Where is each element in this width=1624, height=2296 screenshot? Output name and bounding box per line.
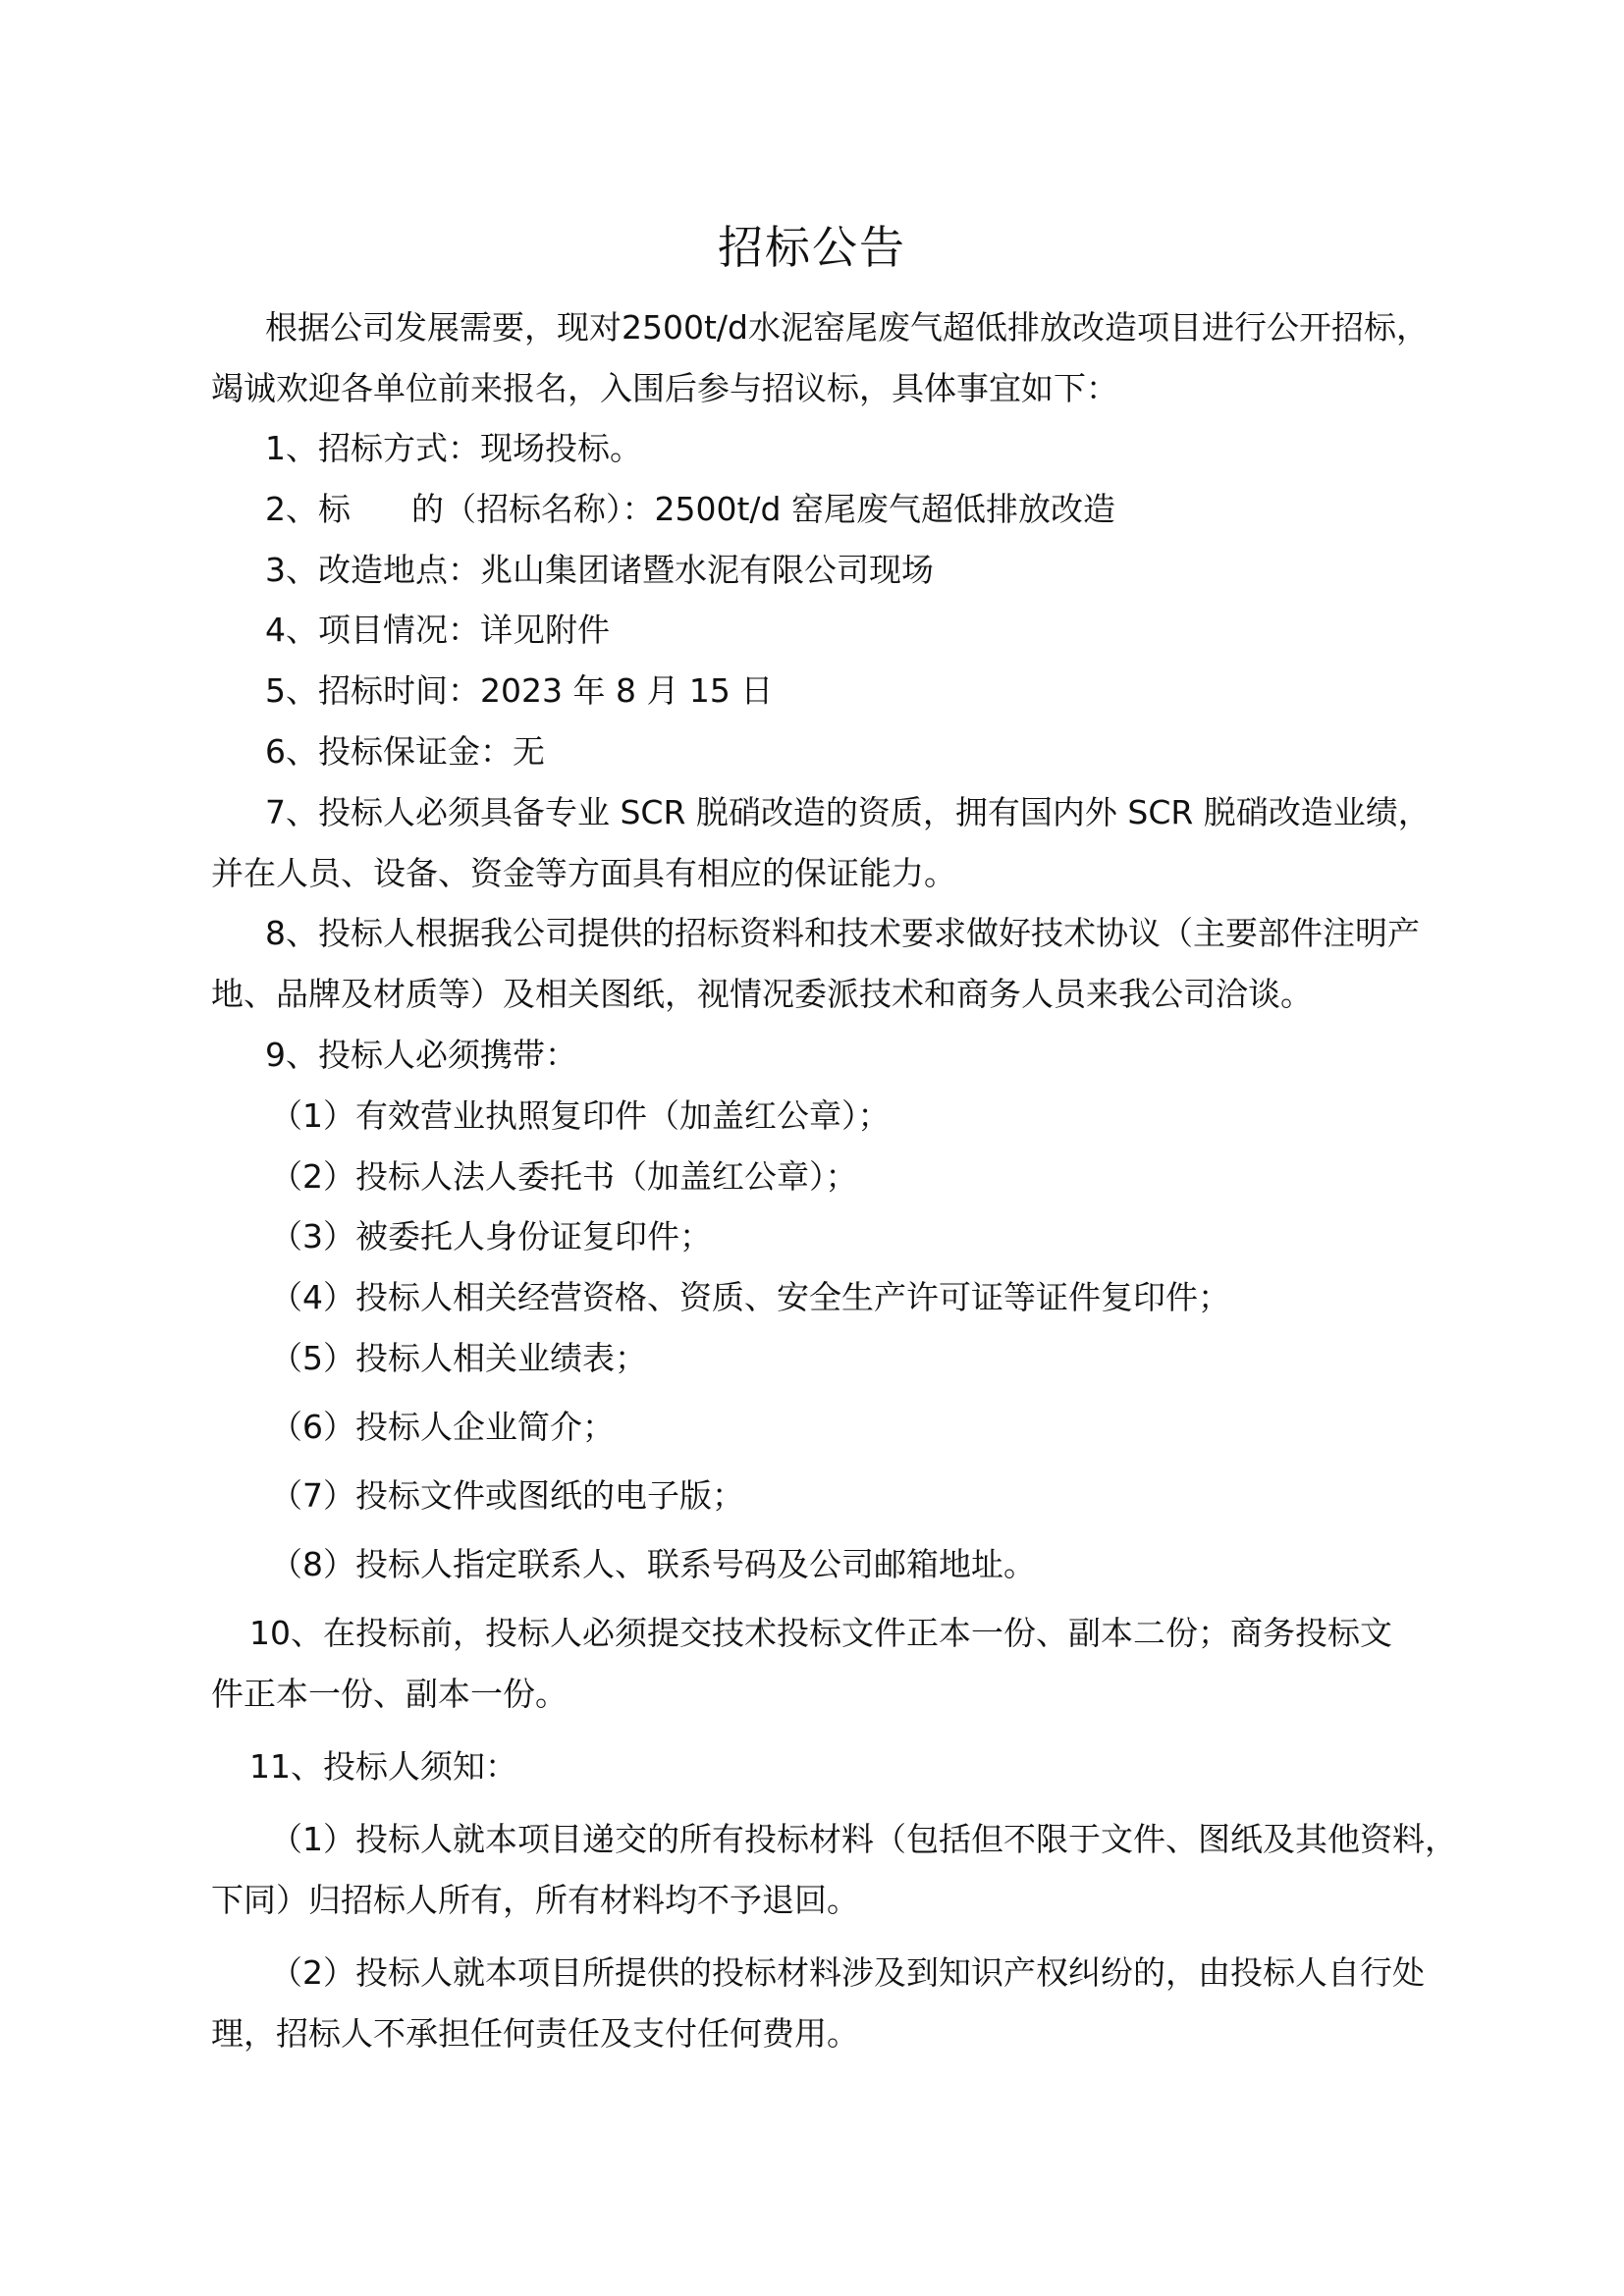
item-1: 1、招标方式：现场投标。 <box>265 429 642 467</box>
item-9-sub-1: （1）有效营业执照复印件（加盖红公章）； <box>270 1096 891 1135</box>
item-11-sub-2-line-1: （2）投标人就本项目所提供的投标材料涉及到知识产权纠纷的，由投标人自行处 <box>270 1953 1425 1992</box>
item-2 <box>265 488 1115 531</box>
intro-line-2: 竭诚欢迎各单位前来报名，入围后参与招议标，具体事宜如下： <box>211 369 1118 407</box>
item-7-line-2: 并在人员、设备、资金等方面具有相应的保证能力。 <box>211 854 956 892</box>
item-10-line-2: 件正本一份、副本一份。 <box>211 1675 568 1713</box>
item-8-line-2: 地、品牌及材质等）及相关图纸，视情况委派技术和商务人员来我公司洽谈。 <box>211 975 1313 1013</box>
item-9-sub-8: （8）投标人指定联系人、联系号码及公司邮箱地址。 <box>270 1545 1036 1583</box>
item-6: 6、投标保证金：无 <box>265 732 545 771</box>
item-9-sub-7: （7）投标文件或图纸的电子版； <box>270 1476 744 1515</box>
item-8-line-1: 8、投标人根据我公司提供的招标资料和技术要求做好技术协议（主要部件注明产 <box>265 914 1420 952</box>
item-3: 3、改造地点：兆山集团诸暨水泥有限公司现场 <box>265 551 934 589</box>
item-11: 11、投标人须知： <box>249 1747 517 1786</box>
item-11-sub-2-line-2: 理，招标人不承担任何责任及支付任何费用。 <box>211 2014 859 2053</box>
intro-line-1: 根据公司发展需要，现对2500t/d水泥窑尾废气超低排放改造项目进行公开招标， <box>265 308 1429 347</box>
item-2-number: 2、标 <box>265 490 351 528</box>
item-2-text: 的（招标名称）：2500t/d 窑尾废气超低排放改造 <box>411 490 1115 528</box>
item-11-sub-1-line-2: 下同）归招标人所有，所有材料均不予退回。 <box>211 1881 859 1919</box>
item-5: 5、招标时间：2023 年 8 月 15 日 <box>265 671 774 710</box>
page-title: 招标公告 <box>718 221 906 274</box>
item-9-sub-2: （2）投标人法人委托书（加盖红公章）； <box>270 1157 858 1196</box>
item-10-line-1: 10、在投标前，投标人必须提交技术投标文件正本一份、副本二份；商务投标文 <box>249 1614 1392 1652</box>
item-9-sub-6: （6）投标人企业简介； <box>270 1408 615 1446</box>
item-9-sub-4: （4）投标人相关经营资格、资质、安全生产许可证等证件复印件； <box>270 1278 1230 1316</box>
item-11-sub-1-line-1: （1）投标人就本项目递交的所有投标材料（包括但不限于文件、图纸及其他资料， <box>270 1820 1457 1858</box>
item-9-sub-5: （5）投标人相关业绩表； <box>270 1339 647 1377</box>
item-9-sub-3: （3）被委托人身份证复印件； <box>270 1217 712 1255</box>
item-9: 9、投标人必须携带： <box>265 1036 577 1074</box>
item-4: 4、项目情况：详见附件 <box>265 611 610 649</box>
item-7-line-1: 7、投标人必须具备专业 SCR 脱硝改造的资质，拥有国内外 SCR 脱硝改造业绩， <box>265 793 1431 831</box>
